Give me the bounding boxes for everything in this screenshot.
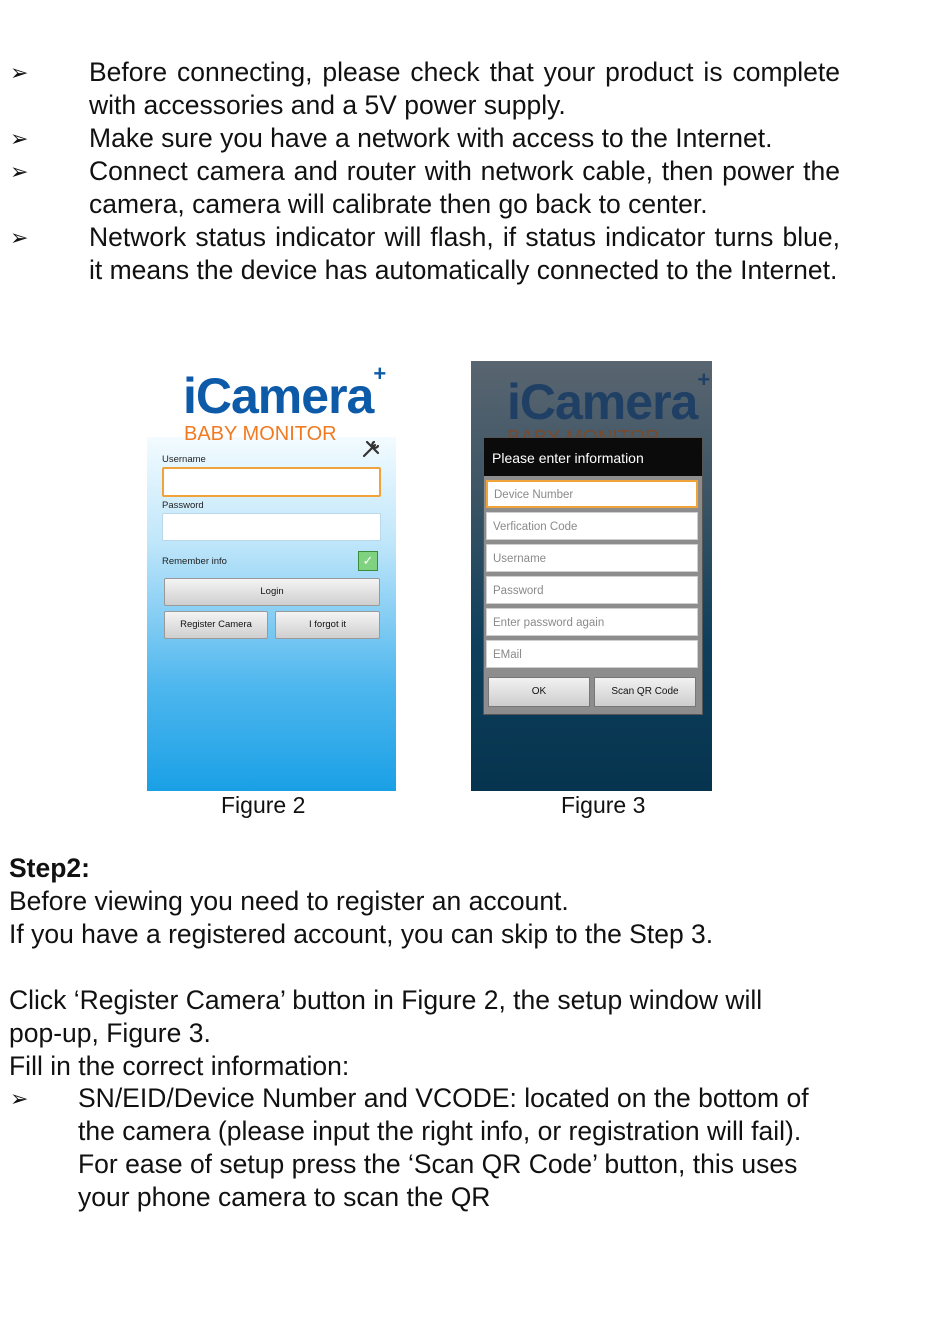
list-item [10, 155, 840, 221]
figure-2-caption: Figure 2 [221, 792, 306, 818]
step2-paragraph-line-2: pop-up, Figure 3. [9, 1018, 211, 1048]
icamera-logo [507, 367, 710, 431]
logo-text: iCamera [183, 368, 374, 424]
figure-3-register-dialog-screen [471, 361, 712, 791]
dialog-title: Please enter information [484, 438, 702, 476]
arrow-bullet-icon: ➢ [10, 1086, 29, 1111]
fill-info-line: Fill in the correct information: [9, 1051, 350, 1081]
arrow-bullet-icon: ➢ [10, 60, 29, 85]
bullet-text: Connect camera and router with network cable, then power the camera, camera will calibrate then go back to center. [89, 156, 840, 219]
remember-info-label: Remember info [162, 556, 227, 567]
username-field[interactable] [162, 467, 381, 497]
forgot-it-button[interactable]: I forgot it [275, 611, 380, 639]
verification-code-field[interactable]: Verfication Code [486, 512, 698, 540]
step2-line-1: Before viewing you need to register an account. [9, 886, 569, 916]
remember-info-checkbox[interactable] [358, 551, 378, 571]
baby-monitor-subtitle: BABY MONITOR [184, 423, 337, 445]
username-label: Username [162, 454, 206, 465]
scan-qr-code-button[interactable]: Scan QR Code [594, 677, 696, 707]
bullet-text: Make sure you have a network with access to the Internet. [89, 123, 773, 153]
list-item [10, 1082, 840, 1214]
step2-bullet-list [10, 1082, 840, 1214]
figure-3-caption: Figure 3 [561, 792, 646, 818]
device-number-field[interactable]: Device Number [486, 480, 698, 508]
logo-plus: + [697, 367, 710, 392]
password-field[interactable]: Password [486, 576, 698, 604]
intro-bullet-list [10, 56, 840, 287]
tools-icon[interactable] [361, 439, 381, 464]
enter-information-dialog [483, 437, 703, 715]
register-camera-button[interactable]: Register Camera [164, 611, 268, 639]
email-field[interactable]: EMail [486, 640, 698, 668]
list-item [10, 122, 840, 155]
arrow-bullet-icon: ➢ [10, 159, 29, 184]
list-item [10, 221, 840, 287]
logo-plus: + [373, 361, 386, 386]
password-field[interactable] [162, 513, 381, 541]
list-item [10, 56, 840, 122]
step2-paragraph-line-1: Click ‘Register Camera’ button in Figure 2, the setup window will [9, 985, 763, 1015]
arrow-bullet-icon: ➢ [10, 126, 29, 151]
login-button[interactable]: Login [164, 578, 380, 606]
username-field[interactable]: Username [486, 544, 698, 572]
bullet-text: Network status indicator will flash, if status indicator turns blue, it means the device has automatically connected to the Internet. [89, 222, 840, 285]
checkmark-icon: ✓ [362, 553, 374, 568]
figure-2-login-screen [147, 361, 396, 791]
step2-heading: Step2: [9, 853, 90, 883]
arrow-bullet-icon: ➢ [10, 225, 29, 250]
logo-text: iCamera [507, 374, 698, 430]
ok-button[interactable]: OK [488, 677, 590, 707]
bullet-text: SN/EID/Device Number and VCODE: located on the bottom of the camera (please input the right info, or registration will fail). For ease of setup press the ‘Scan QR Code’ button, this uses your phone camera to scan the QR [78, 1083, 809, 1212]
bullet-text: Before connecting, please check that your product is complete with accessories and a 5V power supply. [89, 57, 840, 120]
confirm-password-field[interactable]: Enter password again [486, 608, 698, 636]
icamera-logo [183, 361, 386, 425]
step2-line-2: If you have a registered account, you can skip to the Step 3. [9, 919, 714, 949]
password-label: Password [162, 500, 204, 511]
